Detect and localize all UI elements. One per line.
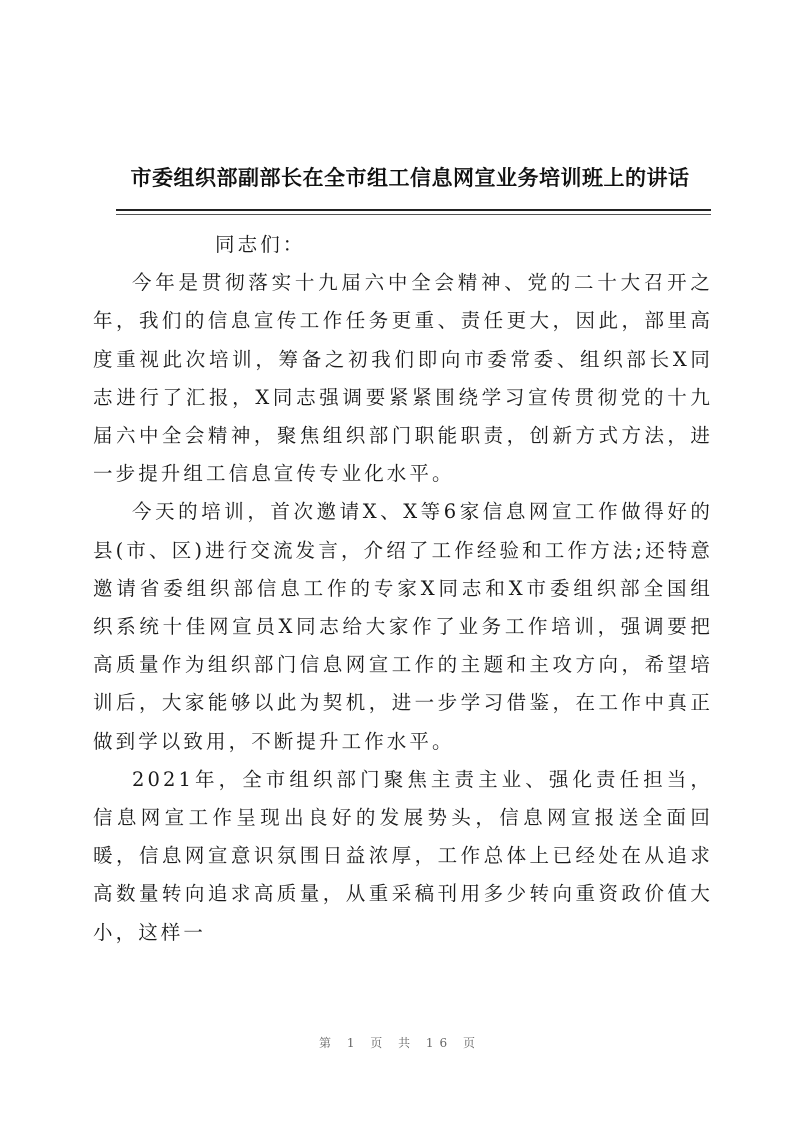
document-title: 市委组织部副部长在全市组工信息网宣业务培训班上的讲话 [130, 165, 690, 190]
greeting: 同志们： [215, 233, 306, 256]
paragraph-1: 今年是贯彻落实十九届六中全会精神、党的二十大召开之年，我们的信息宣传工作任务更重、责任更大，因此，部里高度重视此次培训，筹备之初我们即向市委常委、组织部长X同志进行了汇报，X同志强调要紧紧围绕学习宣传贯彻党的十九届六中全会精神，聚焦组织部门职能职责，创新方式方法，进一步提升组工信息宣传专业化水平。 [93, 271, 713, 486]
paragraph-3: 2021年，全市组织部门聚焦主责主业、强化责任担当，信息网宣工作呈现出良好的发展势头，信息网宣报送全面回暖，信息网宣意识氛围日益浓厚，工作总体上已经处在从追求高数量转向追求高质量，从重采稿刊用多少转向重资政价值大小，这样一 [93, 767, 713, 944]
document-body [93, 226, 713, 952]
page-number: 第 1 页 共 16 页 [319, 1036, 481, 1050]
title-divider [116, 209, 711, 211]
title-divider-thin [116, 214, 711, 215]
paragraph-2: 今天的培训，首次邀请X、X等6家信息网宣工作做得好的县(市、区)进行交流发言，介绍了工作经验和工作方法;还特意邀请省委组织部信息工作的专家X同志和X市委组织部全国组织系统十佳网宣员X同志给大家作了业务工作培训，强调要把高质量作为组织部门信息网宣工作的主题和主攻方向，希望培训后，大家能够以此为契机，进一步学习借鉴，在工作中真正做到学以致用，不断提升工作水平。 [93, 500, 713, 753]
